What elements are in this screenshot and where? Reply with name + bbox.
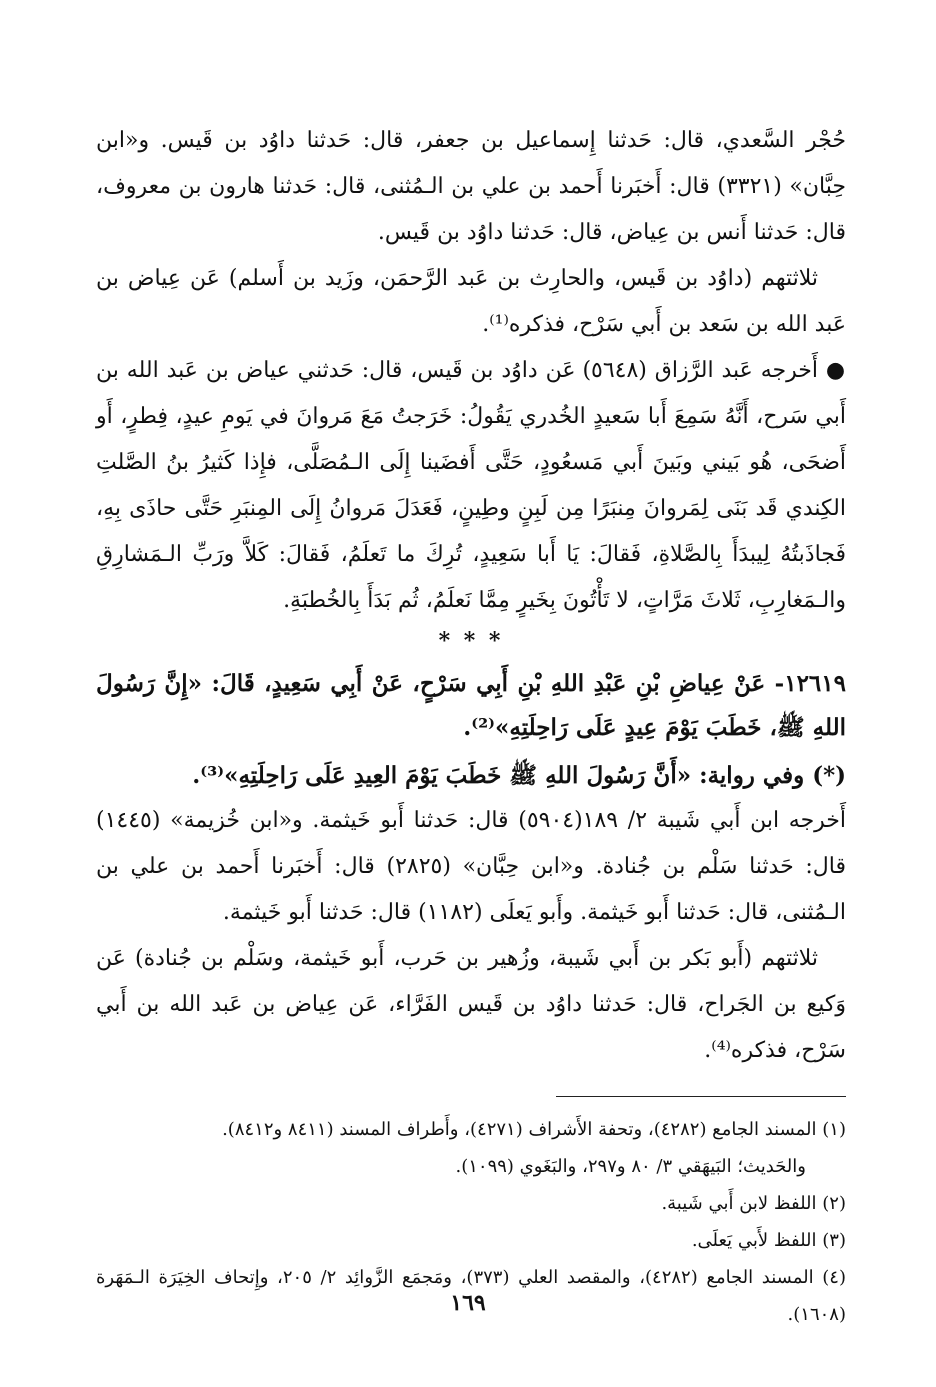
footnote-2: (٢) اللفظ لابن أَبي شَيبة. bbox=[661, 1193, 846, 1214]
footnote-divider bbox=[556, 1096, 846, 1097]
footnote-1-continuation: والحَديث؛ البَيهَقي ٣/ ٨٠ و٢٩٧، والبَغَوي (١٠٩٩). bbox=[455, 1156, 806, 1177]
page-number: ١٦٩ bbox=[450, 1290, 486, 1316]
paragraph-abdurrazzaq: ● أَخرجه عَبد الرَّزاق (٥٦٤٨) عَن داوُد بن قَيس، قال: حَدثني عياض بن عَبد الله بن أَبي سَرح، أَنَّهُ سَمِعَ أَبا سَعيدٍ الخُدري يَقُولُ: خَرَجتُ مَعَ مَروانَ في يَومِ عيدٍ، فِطرٍ، أَو أَضحَى، هُو بَيني وبَينَ أَبي مَسعُودٍ، حَتَّى أَفضَينا إِلَى الـمُصَلَّى، فإِذا كَثيرُ بنُ الصَّلتِ الكِندي قَد بَنَى لِمَروانَ مِنبَرًا مِن لَبِنٍ وطِينٍ، فَعَدَلَ مَروانُ إِلَى المِنبَرِ حَتَّى حاذَى بِهِ، فَجاذَبتُهُ لِيبدَأَ بِالصَّلاةِ، فَقالَ: يَا أَبا سَعِيدٍ، تُرِكَ ما تَعلَمُ، فَقالَ: كَلاَّ ورَبِّ الـمَشارِقِ والـمَغارِبِ، ثَلاثَ مَرَّاتٍ، لا تَأْتُونَ بِخَيرٍ مِمَّا نَعلَمُ، ثُم بَدَأَ بِالخُطبَةِ. bbox=[96, 358, 846, 613]
footnote-4: (٤) المسند الجامع (٤٢٨٢)، والمقصد العلي (٣٧٣)، ومَجمَع الزَّوائِد ٢/ ٢٠٥، وإِتحاف الخِيَرَة الـمَهَرة (١٦٠٨). bbox=[96, 1267, 846, 1325]
paragraph-summary-2: ثلاثتهم (أَبو بَكر بن أَبي شَيبة، وزُهير بن حَرب، أَبو خَيثمة، وسَلْم بن جُنادة) عَن وَكيع بن الجَراح، قال: حَدثنا داوُد بن قَيس الفَرَّاء، عَن عِياض بن عَبد الله بن أَبي سَرْح، فذكره⁽⁴⁾. bbox=[96, 946, 846, 1063]
section-separator: * * * bbox=[438, 628, 504, 654]
footnote-3: (٣) اللفظ لأَبي يَعلَى. bbox=[691, 1230, 846, 1251]
main-text bbox=[96, 118, 846, 1074]
hadith-variant: (*) وفي رواية: «أَنَّ رَسُولَ اللهِ ﷺ خَطَبَ يَوْمَ العِيدِ عَلَى رَاحِلَتِهِ»⁽³⁾. bbox=[192, 762, 846, 789]
paragraph-summary: ثلاثتهم (داوُد بن قَيس، والحارِث بن عَبد الرَّحمَن، وزَيد بن أَسلم) عَن عِياض بن عَبد الله بن سَعد بن أَبي سَرْح، فذكره⁽¹⁾. bbox=[96, 266, 846, 337]
hadith-text: ١٢٦١٩- عَنْ عِياضِ بْنِ عَبْدِ اللهِ بْنِ أَبِي سَرْحٍ، عَنْ أَبِي سَعِيدٍ، قَالَ: «إِنَّ رَسُولَ اللهِ ﷺ، خَطَبَ يَوْمَ عِيدٍ عَلَى رَاحِلَتِهِ»⁽²⁾. bbox=[96, 670, 846, 741]
footnote-1: (١) المسند الجامع (٤٢٨٢)، وتحفة الأَشراف (٤٢٧١)، وأَطراف المسند (٨٤١١ و٨٤١٢). bbox=[222, 1119, 846, 1140]
paragraph-isnad-continuation: حُجْر السَّعدي، قال: حَدثنا إِسماعيل بن جعفر، قال: حَدثنا داوُد بن قَيس. و«ابن حِبَّان» (٣٣٢١) قال: أَخبَرنا أَحمد بن علي بن الـمُثنى، قال: حَدثنا هارون بن معروف، قال: حَدثنا أَنس بن عِياض، قال: حَدثنا داوُد بن قَيس. bbox=[96, 128, 846, 245]
paragraph-takhrij: أَخرجه ابن أَبي شَيبة ٢/ ١٨٩(٥٩٠٤) قال: حَدثنا أَبو خَيثمة. و«ابن خُزيمة» (١٤٤٥) قال: حَدثنا سَلْم بن جُنادة. و«ابن حِبَّان» (٢٨٢٥) قال: أَخبَرنا أَحمد بن علي بن الـمُثنى، قال: حَدثنا أَبو خَيثمة. وأَبو يَعلَى (١١٨٢) قال: حَدثنا أَبو خَيثمة. bbox=[96, 808, 847, 925]
